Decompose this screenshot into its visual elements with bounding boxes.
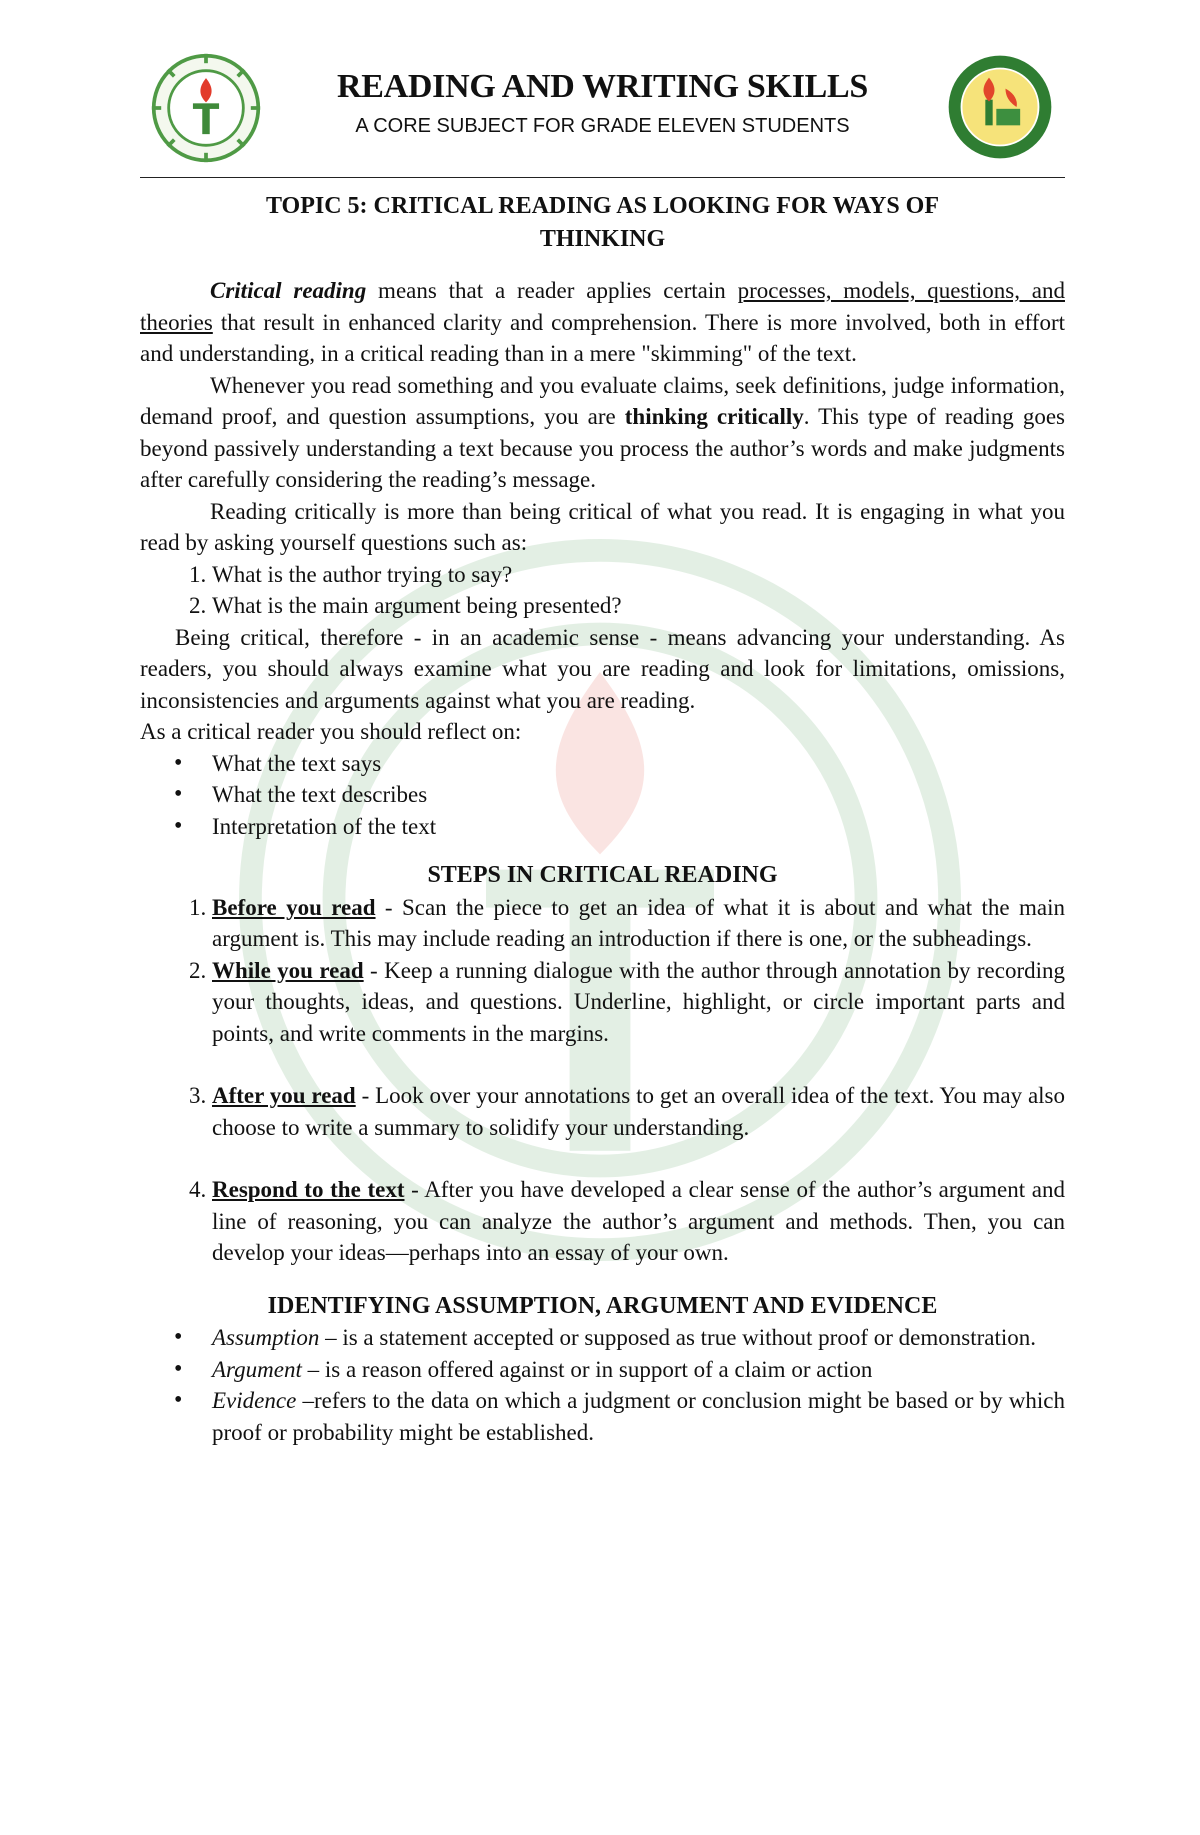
term-critical-reading: Critical reading: [210, 278, 367, 303]
step-term: After you read: [212, 1083, 356, 1108]
text-run: - Look over your annotations to get an overall idea of the text. You may also choose to write a summary to solidify your understanding.: [212, 1083, 1066, 1140]
step-term: Before you read: [212, 894, 376, 920]
text-run: that result in enhanced clarity and comprehension. There is more involved, both in effort and understanding, in a critical reading than in a mere "skimming" of the text.: [140, 309, 1065, 366]
paragraph-thinking-critically: [140, 370, 1065, 496]
text-run: –refers to the data on which a judgment or conclusion might be based or by which proof or probability might be established.: [212, 1388, 1065, 1445]
topic-heading: [140, 190, 1065, 256]
text-run: means that a reader applies certain: [366, 278, 738, 303]
document-subtitle: A CORE SUBJECT FOR GRADE ELEVEN STUDENTS: [355, 115, 850, 137]
step-term: While you read: [212, 957, 364, 983]
list-item: [212, 1354, 1065, 1386]
paragraph-being-critical: Being critical, therefore - in an academic sense - means advancing your understanding. As readers, you should always examine what you are reading and look for limitations, omissions, inconsistencies and arguments against what you are reading.: [140, 624, 1065, 713]
text-run: - Keep a running dialogue with the author through annotation by recording your thoughts, ideas, and questions. Underline, highlight, or circle important parts and points, and write comments in the margins.: [212, 957, 1065, 1046]
list-item: • What the text says: [212, 748, 1065, 780]
page-header: [140, 0, 1065, 170]
topic-heading-line1: TOPIC 5: CRITICAL READING AS LOOKING FOR WAYS OF: [265, 193, 940, 219]
paragraph-critical-reading: [140, 275, 1065, 370]
document-body: [140, 275, 1065, 1448]
text-run: - After you have developed a clear sense of the author’s argument and line of reasoning, you can analyze the author’s argument and methods. Then, you can develop your ideas—perhaps into an essay of your own.: [212, 1177, 1065, 1265]
list-item: • What the text describes: [212, 779, 1065, 811]
text-run: . This type of reading goes beyond passively understanding a text because you process the author’s words and make judgments after carefully considering the reading’s message.: [140, 404, 1065, 492]
definition-term: Evidence: [212, 1388, 297, 1413]
list-item: • Interpretation of the text: [212, 811, 1065, 843]
department-seal-icon: [945, 52, 1055, 162]
topic-heading-line2: THINKING: [539, 226, 666, 252]
text-run: – is a statement accepted or supposed as true without proof or demonstration.: [319, 1325, 1036, 1350]
list-item: 1. What is the author trying to say?: [212, 559, 1065, 591]
bold-phrase: thinking critically: [624, 404, 804, 429]
text-run: – is a reason offered against or in support of a claim or action: [301, 1356, 873, 1382]
paragraph-reflect-intro: As a critical reader you should reflect on:: [140, 719, 522, 744]
definitions-list: [140, 1322, 1065, 1448]
text-run: Whenever you read something and you evaluate claims, seek definitions, judge information, demand proof, and question assumptions, you are: [140, 372, 1065, 429]
step-term: Respond to the text: [212, 1177, 405, 1202]
definition-term: Assumption: [212, 1325, 320, 1350]
definition-term: Argument: [212, 1356, 302, 1382]
steps-list: [140, 892, 1065, 1269]
list-item: [212, 892, 1065, 955]
steps-heading: STEPS IN CRITICAL READING: [427, 862, 778, 888]
paragraph-reading-critically: Reading critically is more than being critical of what you read. It is engaging in what you read by asking yourself questions such as:: [140, 498, 1065, 555]
list-item: [212, 1080, 1065, 1143]
reflect-list: [140, 748, 1065, 843]
header-divider: [140, 177, 1065, 178]
list-item: 2. What is the main argument being presented?: [212, 590, 1065, 622]
list-item: [212, 1322, 1065, 1354]
text-run: - Scan the piece to get an idea of what it is about and what the main argument is. This may include reading an introduction if there is one, or the subheadings.: [212, 894, 1065, 951]
list-item: [212, 1174, 1065, 1269]
document-title: READING AND WRITING SKILLS: [337, 68, 868, 105]
identify-heading: IDENTIFYING ASSUMPTION, ARGUMENT AND EVIDENCE: [267, 1292, 938, 1319]
underlined-phrase: processes, models, questions, and theories: [140, 278, 1065, 335]
list-item: [212, 955, 1065, 1050]
questions-list: [140, 559, 1065, 622]
list-item: [212, 1385, 1065, 1448]
